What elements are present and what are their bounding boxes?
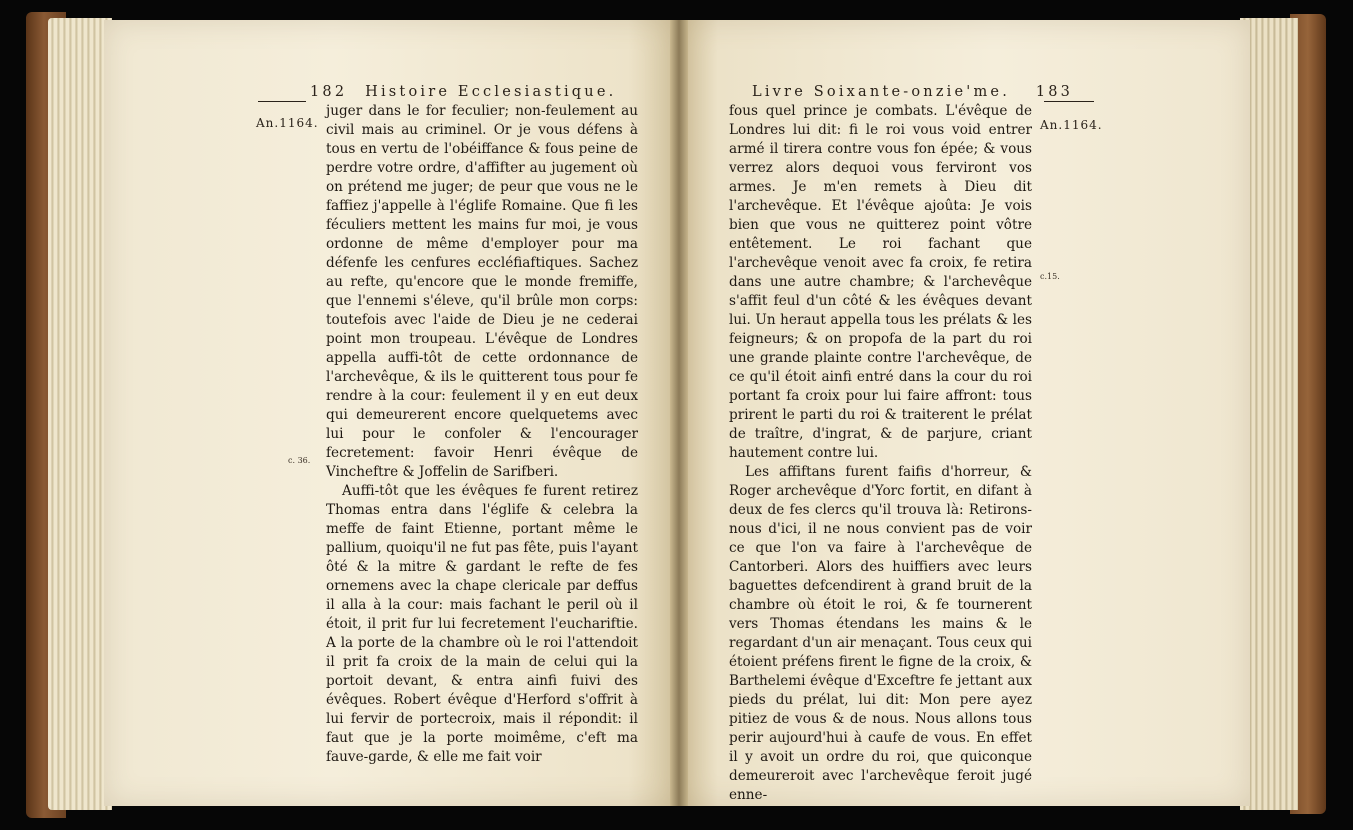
left-page-number: 182 — [310, 84, 348, 100]
right-running-head — [752, 84, 1073, 100]
right-side-note: c.15. — [1040, 272, 1060, 281]
right-paragraph-1: fous quel prince je combats. L'évêque de Londres lui dit: fi le roi vous void entrer armé il tirera contre vous fon épée; & vous verrez alors dequoi vous ferviront vos armes. Je m'en remets à Dieu dit l'archevêque. Et l'évêque ajoûta: Je vois bien que vous ne quitterez point vôtre entêtement. Le roi fachant que l'archevêque venoit avec fa croix, fe retira dans une autre chambre; & l'archevêque s'affit feul d'un côté & les évêques devant lui. Un heraut appella tous les prélats & les feigneurs; & on propofa de la part du roi une grande plainte contre l'archevêque, de ce qu'il étoit ainfi entré dans la cour du roi portant fa croix pour lui faire affront: tous prirent le parti du roi & traiterent le prélat de traître, d'ingrat, & de parjure, criant hautement contre lui. — [729, 103, 1032, 461]
right-page-body — [729, 102, 1032, 805]
right-running-title: Livre Soixante-onzie'me. — [752, 84, 1011, 100]
left-page-edges — [48, 18, 112, 810]
left-running-title: Histoire Ecclesiastique. — [365, 84, 617, 100]
right-paragraph-2: Les affiftans furent faifis d'horreur, & Roger archevêque d'Yorc fortit, en difant à deux de fes clercs qu'il trouva là: Retirons-nous d'ici, il ne nous convient pas de voir ce que l'on va faire à l'archevêque de Cantorberi. Alors des huiffiers avec leurs baguettes defcendirent à grand bruit de la chambre où étoit le roi, & fe tournerent vers Thomas étendans les mains & le regardant d'un air menaçant. Tous ceux qui étoient préfens firent le figne de la croix, & Barthelemi évêque d'Exceftre fe jettant aux pieds du prélat, lui dit: Mon pere ayez pitiez de vous & de nous. Nous allons tous perir aujourd'hui à caufe de vous. En effet il y avoit un ordre du roi, que quiconque demeureroit avec l'archevêque feroit jugé enne- — [729, 464, 1032, 803]
left-side-note: c. 36. — [288, 456, 311, 465]
right-page-number: 183 — [1035, 84, 1074, 100]
left-margin-year: An.1164. — [256, 116, 319, 130]
left-paragraph-2: Auffi-tôt que les évêques fe furent retirez Thomas entra dans l'églife & celebra la meffe de faint Etienne, portant même le pallium, quoiqu'il ne fut pas fête, puis l'ayant ôté & la mitre & gardant le refte de fes ornemens avec la chape clericale par deffus il alla à la cour: mais fachant le peril où il étoit, il prit fur lui fecretement l'euchariftie. A la porte de la chambre où le roi l'attendoit il prit fa croix de la main de celui qui la portoit devant, & entra ainfi fuivi des évêques. Robert évêque d'Herford s'offrit à lui fervir de portecroix, mais il répondit: il faut que je la porte moimême, c'eft ma fauve-garde, & elle me fait voir — [326, 483, 638, 765]
left-margin-rule — [258, 101, 306, 102]
left-page-body — [326, 102, 638, 767]
left-running-head — [310, 84, 616, 100]
right-margin-year: An.1164. — [1040, 118, 1103, 132]
book-gutter — [670, 20, 688, 806]
right-margin-rule — [1044, 101, 1094, 102]
left-paragraph-1: juger dans le for feculier; non-feulement au civil mais au criminel. Or je vous défens à tous en vertu de l'obéiffance & fous peine de perdre votre ordre, d'affifter au jugement où on prétend me juger; de peur que vous ne le faffiez j'appelle à l'églife Romaine. Que fi les féculiers mettent les mains fur moi, je vous ordonne de même d'employer pour ma défenfe les cenfures eccléfiaftiques. Sachez au refte, qu'encore que le monde fremiffe, que l'ennemi s'éleve, qu'il brûle mon corps: toutefois avec l'aide de Dieu je ne cederai point mon troupeau. L'évêque de Londres appella auffi-tôt de cette ordonnance de l'archevêque, & ils le quitterent tous pour fe rendre à la cour: feulement il y en eut deux qui demeurerent encore quelquetems avec lui pour le confoler & l'encourager fecretement: favoir Henri évêque de Vincheftre & Joffelin de Sarifberi. — [326, 103, 638, 480]
